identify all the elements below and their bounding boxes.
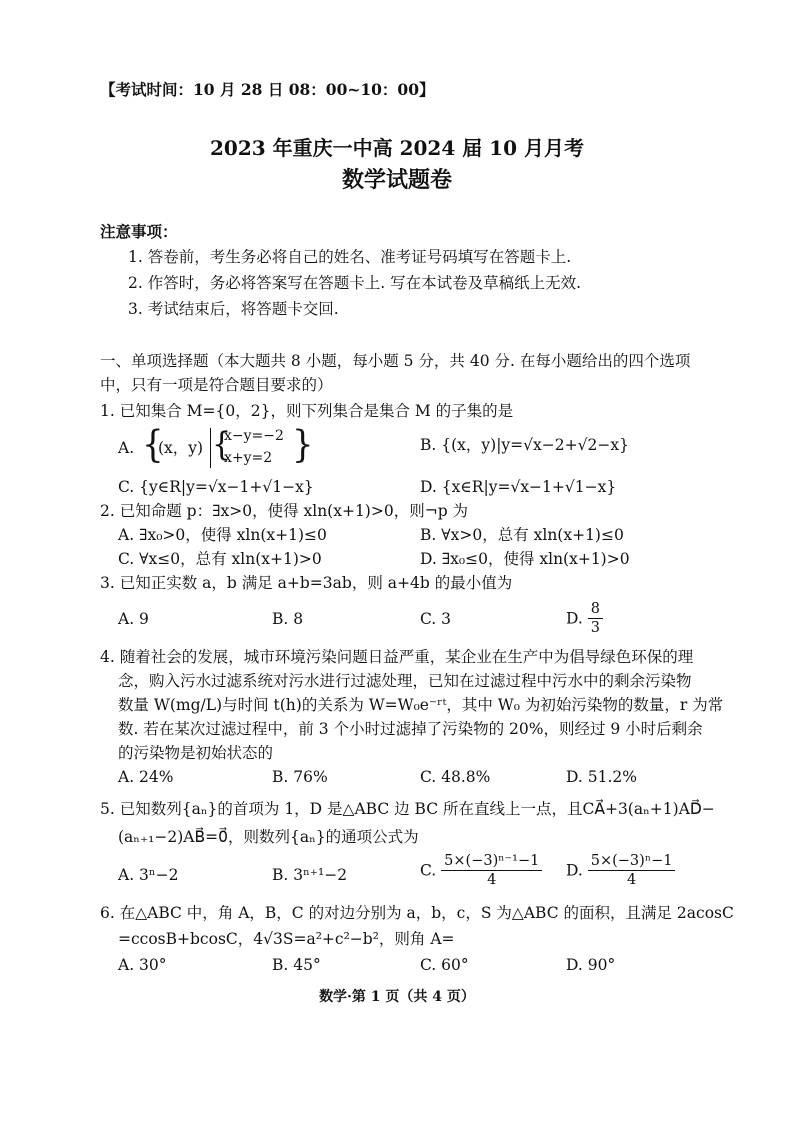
section-heading: 一、单项选择题（本大题共 8 小题，每小题 5 分，共 40 分. 在每小题给出的四个选项 — [100, 352, 691, 370]
q5-d-denominator: 4 — [626, 872, 637, 888]
q4-line: 念，购入污水过滤系统对污水进行过滤处理，已知在过滤过程中污水中的剩余污染物 — [118, 672, 692, 690]
q5-option-a: A. 3ⁿ−2 — [118, 866, 179, 884]
q1-option-b: B. {(x，y)|y=√x−2+√2−x} — [420, 436, 629, 454]
section-heading-cont: 中，只有一项是符合题目要求的） — [100, 376, 333, 394]
q3-option-d — [566, 600, 603, 637]
q3-d-numerator: 8 — [588, 600, 603, 619]
q4-line: 数. 若在某次过滤过程中，前 3 个小时过滤掉了污染物的 20%，则经过 9 小时后剩余 — [118, 720, 703, 738]
q4-option-d: D. 51.2% — [566, 768, 637, 786]
q4-line: 的污染物是初始状态的 — [118, 744, 274, 762]
q2-option-c: C. ∀x≤0，总有 xln(x+1)>0 — [118, 550, 322, 568]
q4-line: 数量 W(mg/L)与时间 t(h)的关系为 W=W₀e⁻ʳᵗ，其中 W₀ 为初始污染物的数量，r 为常 — [118, 696, 724, 714]
q5-d-fraction — [588, 852, 676, 889]
q5-d-numerator: 5×(−3)ⁿ−1 — [588, 852, 676, 871]
q3-option-c: C. 3 — [420, 610, 452, 628]
q2-option-a: A. ∃x₀>0，使得 xln(x+1)≤0 — [118, 526, 327, 544]
q1-a-brace-close: } — [292, 423, 314, 467]
q1-option-c: C. {y∈R|y=√x−1+√1−x} — [118, 478, 314, 496]
q3-option-a: A. 9 — [118, 610, 149, 628]
q1-a-eq2: x+y=2 — [224, 450, 273, 466]
q1-a-pair: (x，y) — [158, 439, 204, 457]
q1-a-label: A. — [118, 439, 135, 457]
q3-d-fraction — [588, 600, 603, 637]
notice-heading: 注意事项： — [100, 222, 178, 241]
q6-option-d: D. 90° — [566, 956, 616, 974]
q6-option-b: B. 45° — [272, 956, 321, 974]
q6-option-c: C. 60° — [420, 956, 469, 974]
q5-line1: 5. 已知数列{aₙ}的首项为 1，D 是△ABC 边 BC 所在直线上一点，且CA⃗+3(aₙ+1)AD⃗− — [100, 800, 715, 818]
q5-c-label: C. — [420, 861, 437, 880]
q2-option-b: B. ∀x>0，总有 xln(x+1)≤0 — [420, 526, 624, 544]
q6-option-a: A. 30° — [118, 956, 167, 974]
notice-item: 3. 考试结束后，将答题卡交回. — [128, 300, 339, 318]
q6-line1: 6. 在△ABC 中，角 A，B，C 的对边分别为 a，b，c，S 为△ABC 的面积，且满足 2acosC — [100, 904, 734, 922]
q3-option-b: B. 8 — [272, 610, 304, 628]
q5-c-fraction — [441, 852, 542, 889]
q3-stem: 3. 已知正实数 a，b 满足 a+b=3ab，则 a+4b 的最小值为 — [100, 574, 513, 592]
q1-option-a — [118, 423, 398, 470]
q1-option-d: D. {x∈R|y=√x−1+√1−x} — [420, 478, 617, 496]
q5-d-label: D. — [566, 861, 583, 880]
q5-option-c — [420, 852, 542, 889]
q1-a-bar — [210, 428, 211, 468]
q5-option-d — [566, 852, 675, 889]
q1-a-sys-brace: { — [212, 425, 232, 464]
q4-option-c: C. 48.8% — [420, 768, 491, 786]
q5-c-numerator: 5×(−3)ⁿ⁻¹−1 — [441, 852, 542, 871]
q2-stem: 2. 已知命题 p：∃x>0，使得 xln(x+1)>0，则¬p 为 — [100, 502, 469, 520]
page-subtitle: 数学试题卷 — [341, 167, 452, 193]
exam-time: 【考试时间：10 月 28 日 08：00~10：00】 — [100, 80, 435, 99]
q4-option-b: B. 76% — [272, 768, 328, 786]
q1-a-eq1: x−y=−2 — [224, 428, 284, 444]
q1-a-brace-open: { — [142, 423, 164, 467]
page-footer: 数学·第 1 页（共 4 页） — [319, 989, 475, 1005]
q1-stem: 1. 已知集合 M={0，2}，则下列集合是集合 M 的子集的是 — [100, 402, 514, 420]
q5-line2: (aₙ₊₁−2)AB⃗=0⃗，则数列{aₙ}的通项公式为 — [118, 828, 419, 846]
q3-d-denominator: 3 — [590, 620, 600, 636]
q4-option-a: A. 24% — [118, 768, 174, 786]
notice-item: 2. 作答时，务必将答案写在答题卡上. 写在本试卷及草稿纸上无效. — [128, 274, 581, 292]
q4-line: 4. 随着社会的发展，城市环境污染问题日益严重，某企业在生产中为倡导绿色环保的理 — [100, 648, 694, 666]
q5-option-b: B. 3ⁿ⁺¹−2 — [272, 866, 348, 884]
notice-item: 1. 答卷前，考生务必将自己的姓名、准考证号码填写在答题卡上. — [128, 248, 572, 266]
q3-d-label: D. — [566, 609, 583, 628]
page-title: 2023 年重庆一中高 2024 届 10 月月考 — [210, 136, 584, 160]
q2-option-d: D. ∃x₀≤0，使得 xln(x+1)>0 — [420, 550, 630, 568]
q5-c-denominator: 4 — [487, 872, 497, 888]
q6-line2: =ccosB+bcosC，4√3S=a²+c²−b²，则角 A= — [118, 930, 455, 948]
